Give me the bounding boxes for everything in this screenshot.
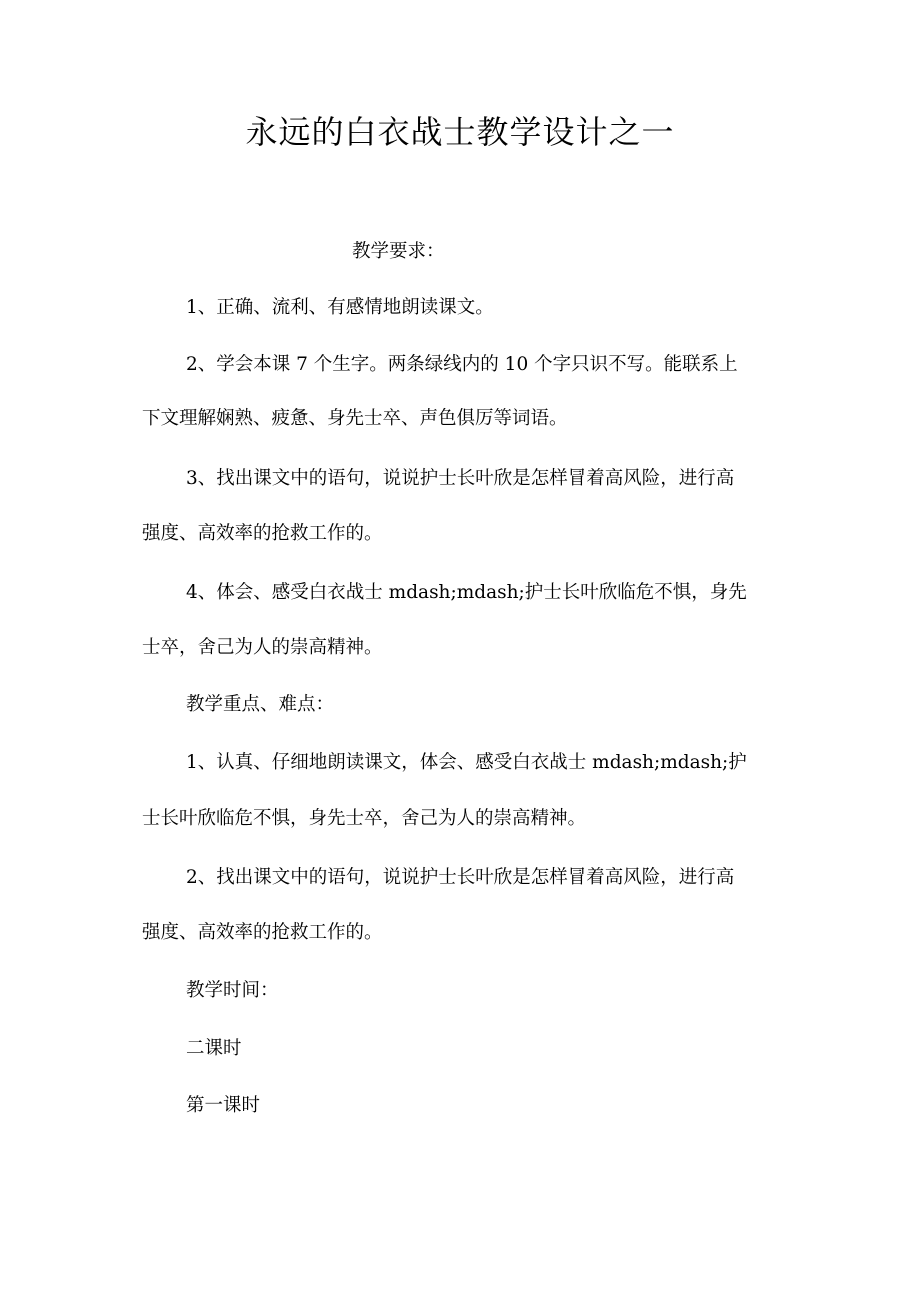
requirement-3-line-1: 3、找出课文中的语句，说说护士长叶欣是怎样冒着高风险，进行高 bbox=[186, 468, 735, 489]
requirement-3-line-2: 强度、高效率的抢救工作的。 bbox=[142, 523, 383, 544]
key-points-heading: 教学重点、难点： bbox=[186, 694, 335, 715]
first-lesson-heading: 第一课时 bbox=[186, 1095, 261, 1116]
time-heading: 教学时间： bbox=[186, 980, 279, 1001]
key-point-1-line-1: 1、认真、仔细地朗读课文，体会、感受白衣战士 mdash;mdash;护 bbox=[186, 752, 747, 773]
requirement-2-line-2: 下文理解娴熟、疲惫、身先士卒、声色俱厉等词语。 bbox=[142, 408, 568, 429]
requirements-heading: 教学要求： bbox=[352, 241, 445, 262]
requirement-4-line-1: 4、体会、感受白衣战士 mdash;mdash;护士长叶欣临危不惧，身先 bbox=[186, 582, 747, 603]
document-title: 永远的白衣战士教学设计之一 bbox=[245, 113, 675, 151]
requirement-2-line-1: 2、学会本课 7 个生字。两条绿线内的 10 个字只识不写。能联系上 bbox=[186, 354, 738, 375]
time-value: 二课时 bbox=[186, 1038, 242, 1059]
key-point-2-line-1: 2、找出课文中的语句，说说护士长叶欣是怎样冒着高风险，进行高 bbox=[186, 867, 735, 888]
requirement-4-line-2: 士卒，舍己为人的崇高精神。 bbox=[142, 637, 383, 658]
requirement-1: 1、正确、流利、有感情地朗读课文。 bbox=[186, 297, 494, 318]
key-point-1-line-2: 士长叶欣临危不惧，身先士卒，舍己为人的崇高精神。 bbox=[142, 808, 587, 829]
key-point-2-line-2: 强度、高效率的抢救工作的。 bbox=[142, 922, 383, 943]
